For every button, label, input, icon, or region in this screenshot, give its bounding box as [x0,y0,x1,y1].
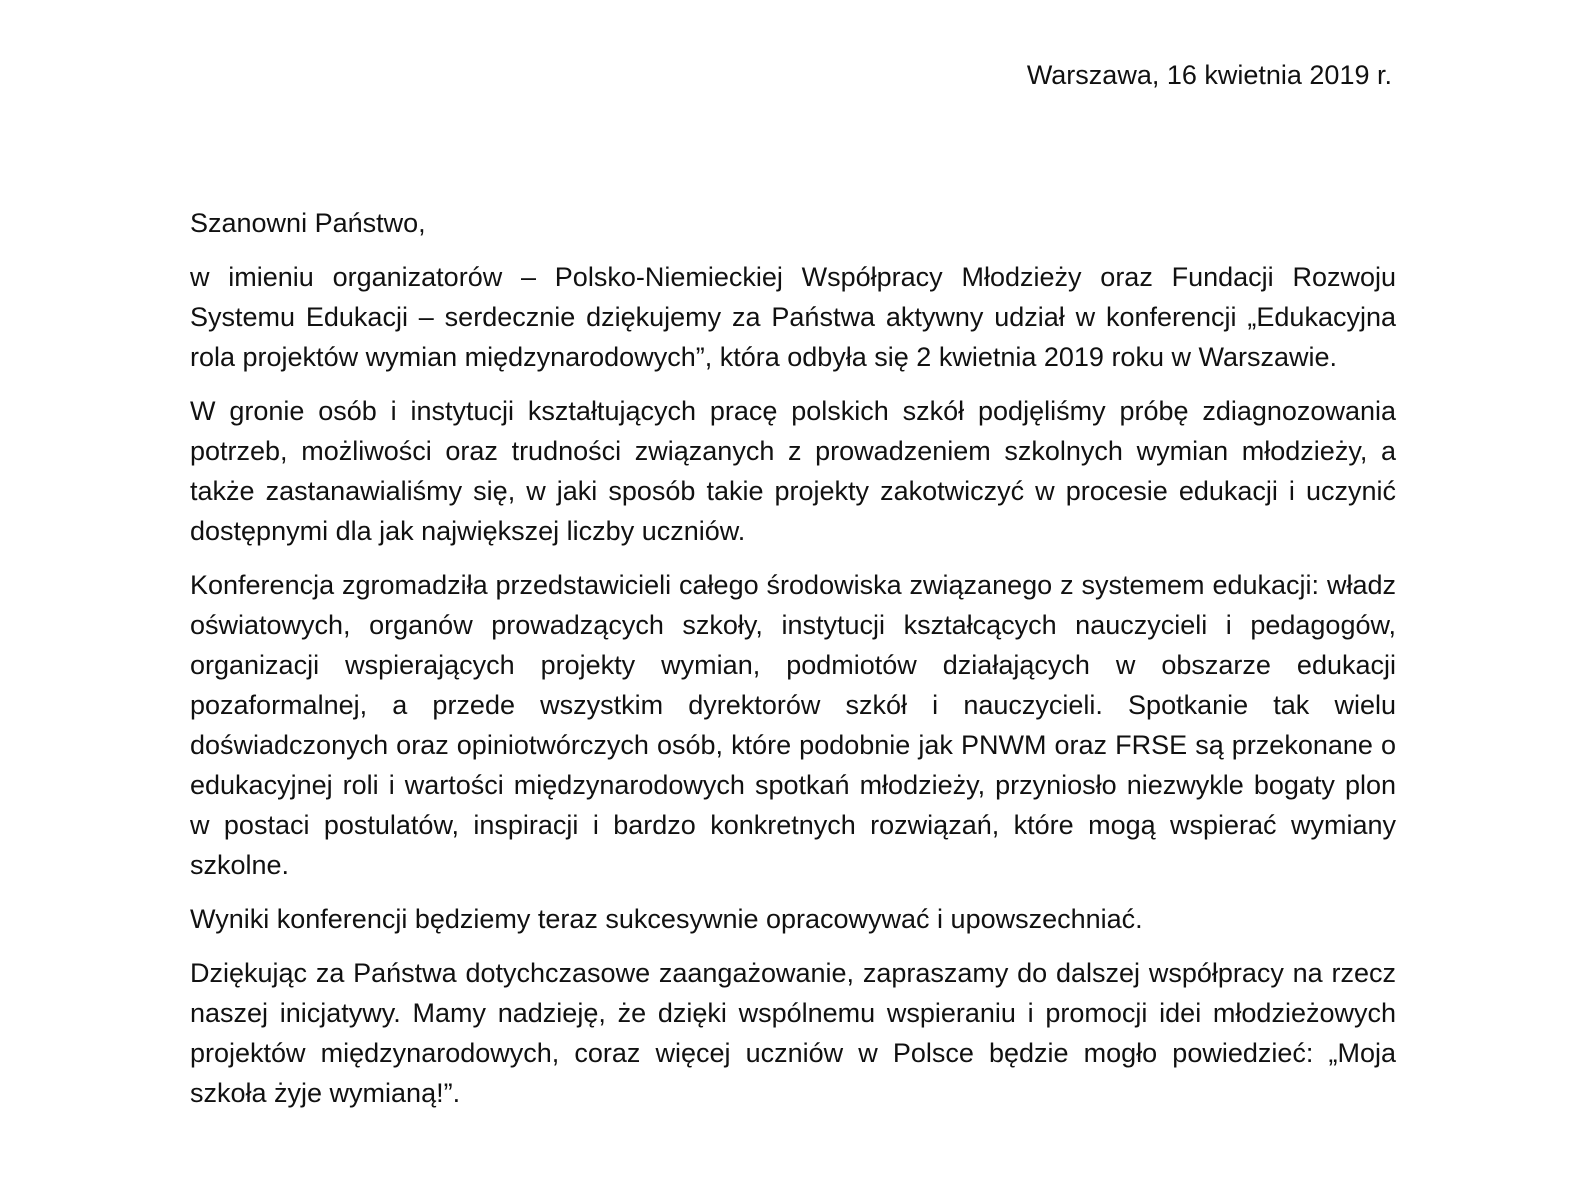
paragraph-invitation: Dziękując za Państwa dotychczasowe zaangażowanie, zapraszamy do dalszej współpracy na rzecz naszej inicjatywy. Mamy nadzieję, że dzięki wspólnemu wspieraniu i promocji idei młodzieżowych projektów międzynarodowych, coraz więcej uczniów w Polsce będzie mogło powiedzieć: „Moja szkoła żyje wymianą!”. [190,958,1396,1108]
paragraph-participants: Konferencja zgromadziła przedstawicieli całego środowiska związanego z systemem edukacji: władz oświatowych, organów prowadzących szkoły, instytucji kształcących nauczycieli i pedagogów, organizacji wspierających projekty wymian, podmiotów działających w obszarze edukacji pozaformalnej, a przede wszystkim dyrektorów szkół i nauczycieli. Spotkanie tak wielu doświadczonych oraz opiniotwórczych osób, które podobnie jak PNWM oraz FRSE są przekonane o edukacyjnej roli i wartości międzynarodowych spotkań młodzieży, przyniosło niezwykle bogaty plon w postaci postulatów, inspiracji i bardzo konkretnych rozwiązań, które mogą wspierać wymiany szkolne. [190,570,1396,880]
paragraph-thanks: w imieniu organizatorów – Polsko-Niemieckiej Współpracy Młodzieży oraz Fundacji Rozwoju Systemu Edukacji – serdecznie dziękujemy za Państwa aktywny udział w konferencji „Edukacyjna rola projektów wymian międzynarodowych”, która odbyła się 2 kwietnia 2019 roku w Warszawie. [190,262,1396,372]
paragraph-results: Wyniki konferencji będziemy teraz sukcesywnie opracowywać i upowszechniać. [190,904,1143,934]
paragraph-diagnosis: W gronie osób i instytucji kształtujących pracę polskich szkół podjęliśmy próbę zdiagnozowania potrzeb, możliwości oraz trudności związanych z prowadzeniem szkolnych wymian młodzieży, a także zastanawialiśmy się, w jaki sposób takie projekty zakotwiczyć w procesie edukacji i uczynić dostępnymi dla jak największej liczby uczniów. [190,396,1396,546]
date-line: Warszawa, 16 kwietnia 2019 r. [1026,60,1392,90]
letter-body [190,203,1396,1127]
salutation: Szanowni Państwo, [190,208,426,238]
